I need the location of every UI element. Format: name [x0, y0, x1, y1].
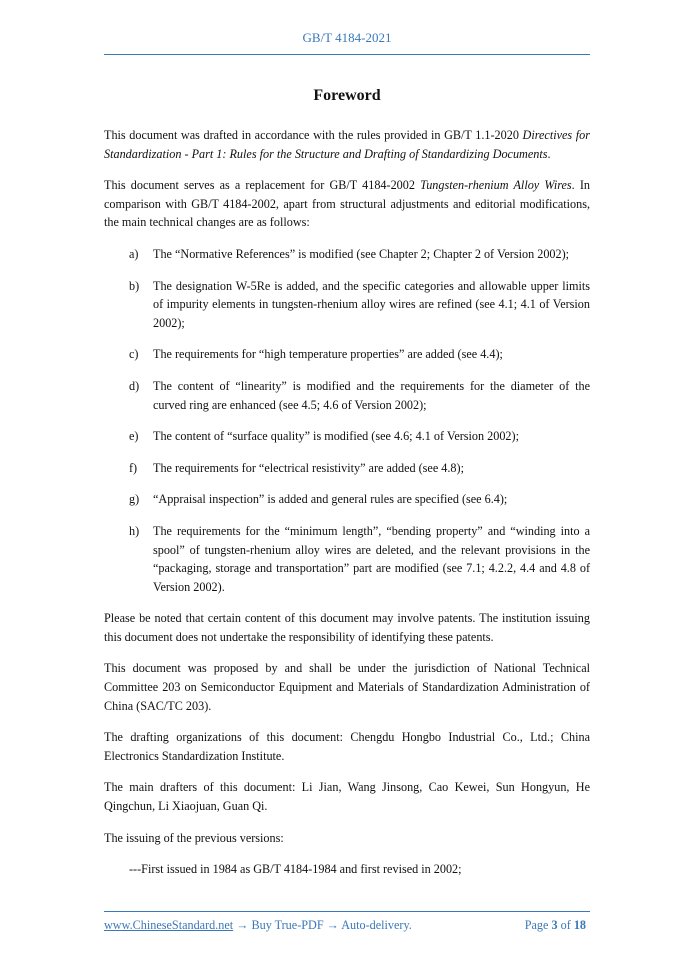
list-item	[104, 345, 590, 364]
list-letter: h)	[129, 523, 140, 538]
list-item	[104, 245, 590, 264]
header-divider	[104, 54, 590, 55]
footer-divider	[104, 911, 590, 912]
replaced-standard-title: Tungsten-rhenium Alloy Wires	[420, 178, 572, 193]
page-label: Page	[524, 918, 549, 932]
list-text: The requirements for the “minimum length”, “bending property” and “winding into a spool” of tungsten-rhenium alloy wires are deleted, and the relevant provisions in the “packaging, storage and transportation” part are modified (see 7.1; 4.2.2, 4.4 and 4.8 of Version 2002).	[153, 523, 590, 594]
of-label: of	[560, 918, 571, 932]
header-doc-code: GB/T 4184-2021	[302, 30, 392, 45]
page-number: 3	[551, 918, 558, 932]
list-item	[104, 459, 590, 478]
list-letter: e)	[129, 429, 139, 444]
document-body	[104, 126, 590, 879]
text-span: This document serves as a replacement for GB/T 4184-2002	[104, 178, 421, 193]
footer-links	[104, 918, 412, 933]
list-text: The requirements for “high temperature properties” are added (see 4.4);	[153, 347, 503, 362]
page-total: 18	[573, 918, 586, 932]
paragraph-previous-versions: The issuing of the previous versions:	[104, 830, 284, 845]
list-text: The content of “surface quality” is modified (see 4.6; 4.1 of Version 2002);	[153, 429, 519, 444]
paragraph-drafters: The main drafters of this document: Li Jian, Wang Jinsong, Cao Kewei, Sun Hongyun, He Qingchun, Li Xiaojuan, Guan Qi.	[104, 780, 590, 814]
arrow-right-icon: →	[326, 918, 339, 932]
list-item	[104, 377, 590, 414]
page-title: Foreword	[313, 87, 381, 104]
list-text: The “Normative References” is modified (see Chapter 2; Chapter 2 of Version 2002);	[153, 246, 570, 261]
paragraph-patents: Please be noted that certain content of this document may involve patents. The institution issuing this document does not undertake the responsibility of identifying these patents.	[104, 611, 590, 644]
list-letter: a)	[129, 246, 139, 261]
directives-title: Directives for Standardization - Part 1: Rules for the Structure and Drafting of Standardizing Documents	[104, 128, 590, 161]
list-item	[104, 427, 590, 446]
arrow-right-icon: →	[236, 918, 249, 932]
list-text: The content of “linearity” is modified and the requirements for the diameter of the curved ring are enhanced (see 4.5; 4.6 of Version 2002);	[153, 378, 590, 412]
list-letter: b)	[129, 278, 140, 293]
list-item	[104, 490, 590, 509]
auto-delivery-text: Auto-delivery.	[341, 918, 412, 932]
list-text: “Appraisal inspection” is added and general rules are specified (see 6.4);	[153, 492, 508, 507]
text-span: . In comparison with GB/T 4184-2002, apart from structural adjustments and editorial modifications, the main technical changes are as follows:	[104, 178, 590, 230]
list-letter: g)	[129, 492, 140, 507]
list-letter: f)	[129, 460, 138, 475]
text-span: .	[547, 146, 551, 161]
site-link[interactable]: www.ChineseStandard.net	[104, 918, 234, 932]
list-text: The designation W-5Re is added, and the specific categories and allowable upper limits of impurity elements in tungsten-rhenium alloy wires are refined (see 4.1; 4.1 of Version 2002);	[153, 278, 590, 330]
paragraph-proposed-by: This document was proposed by and shall be under the jurisdiction of National Technical Committee 203 on Semiconductor Equipment and Materials of Standardization Administration of China (SAC/TC 203).	[104, 661, 590, 713]
list-item	[104, 522, 590, 596]
list-item	[104, 277, 590, 333]
changes-list	[104, 245, 590, 596]
text-span: This document was drafted in accordance with the rules provided in GB/T 1.1-2020	[104, 128, 523, 142]
list-letter: d)	[129, 378, 140, 393]
version-history-line: ---First issued in 1984 as GB/T 4184-1984 and first revised in 2002;	[129, 862, 462, 877]
paragraph-replacement	[104, 176, 590, 232]
page-counter	[525, 918, 586, 933]
paragraph-drafting-rules	[104, 126, 590, 163]
paragraph-drafting-organizations: The drafting organizations of this document: Chengdu Hongbo Industrial Co., Ltd.; China Electronics Standardization Institute.	[104, 730, 590, 763]
list-letter: c)	[129, 347, 139, 362]
list-text: The requirements for “electrical resistivity” are added (see 4.8);	[153, 460, 464, 475]
buy-pdf-link[interactable]: Buy True-PDF	[251, 918, 324, 932]
